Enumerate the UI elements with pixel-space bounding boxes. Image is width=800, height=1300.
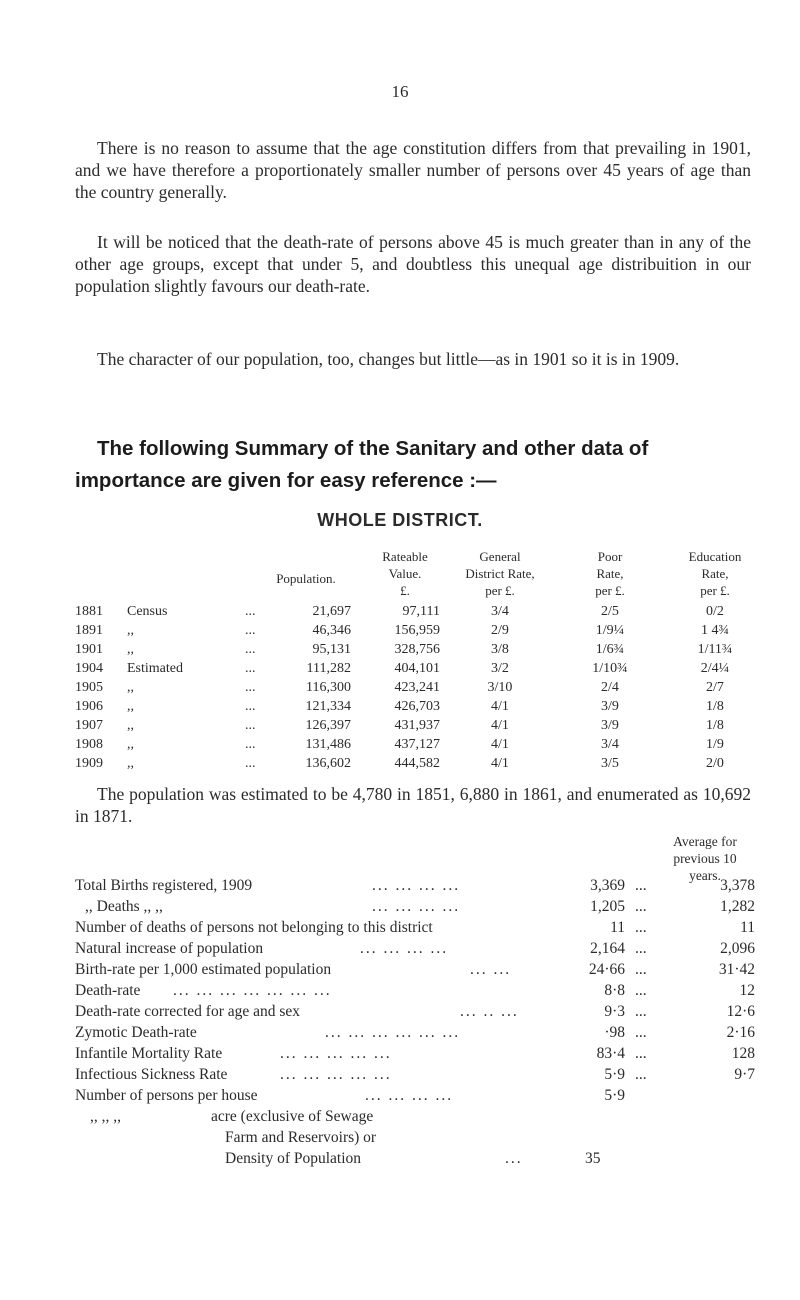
table-title: WHOLE DISTRICT. <box>317 510 483 530</box>
table-row: 1905 ,, ... 116,300 423,241 3/10 2/4 2/7 <box>75 680 724 695</box>
table-row: 1904 Estimated ... 111,282 404,101 3/2 1/10¾ 2/4¼ <box>75 661 730 676</box>
stat-row: Total Births registered, 1909 ... ... ... ... 3,369 ... 3,378 <box>75 877 755 894</box>
header-poor-rate: Poor Rate, per £. <box>595 549 625 598</box>
stat-row-acre-2: Farm and Reservoirs) or <box>225 1129 377 1146</box>
stat-row: ,, Deaths ,, ,, ... ... ... ... 1,205 ... 1,282 <box>85 898 755 915</box>
header-population: Population. <box>276 571 336 586</box>
stat-row: Death-rate corrected for age and sex ... .. ... 9·3 ... 12·6 <box>75 1003 755 1020</box>
summary-heading: The following Summary of the Sanitary and other data of importance are given for easy reference :— <box>75 437 649 492</box>
stat-row: Natural increase of population ... ... ... ... 2,164 ... 2,096 <box>75 940 755 957</box>
stat-row: Infantile Mortality Rate ... ... ... ... ... 83·4 ... 128 <box>75 1045 755 1062</box>
header-rateable-value: Rateable Value. £. <box>382 549 428 598</box>
table-row: 1881 Census ... 21,697 97,111 3/4 2/5 0/2 <box>75 604 724 619</box>
stat-row: Number of persons per house ... ... ... ... 5·9 <box>75 1087 625 1104</box>
table-row: 1906 ,, ... 121,334 426,703 4/1 3/9 1/8 <box>75 699 724 714</box>
stat-row: Zymotic Death-rate ... ... ... ... ... ... ·98 ... 2·16 <box>75 1024 755 1041</box>
table-row: 1909 ,, ... 136,602 444,582 4/1 3/5 2/0 <box>75 756 724 771</box>
stat-row-acre: ,, ,, ,, acre (exclusive of Sewage <box>90 1108 374 1125</box>
average-header: Average for previous 10 years. <box>673 834 737 883</box>
stat-row: Death-rate ... ... ... ... ... ... ... 8·8 ... 12 <box>75 982 755 999</box>
table-row: 1891 ,, ... 46,346 156,959 2/9 1/9¼ 1 4¾ <box>75 623 729 638</box>
paragraph-population-character: The character of our population, too, changes but little—as in 1901 so it is in 1909. <box>97 349 680 369</box>
page-number: 16 <box>391 82 409 101</box>
stat-row-acre-3: Density of Population ... 35 <box>225 1150 601 1167</box>
table-row: 1907 ,, ... 126,397 431,937 4/1 3/9 1/8 <box>75 718 724 733</box>
header-general-district-rate: General District Rate, per £. <box>465 549 535 598</box>
population-note: The population was estimated to be 4,780 in 1851, 6,880 in 1861, and enumerated as 10,692 in 1871. <box>75 784 751 826</box>
paragraph-age-constitution: There is no reason to assume that the age constitution differs from that prevailing in 1901, and we have therefore a proportionately smaller number of persons over 45 years of age than the country generally. <box>75 138 751 202</box>
stat-row: Infectious Sickness Rate ... ... ... ... ... 5·9 ... 9·7 <box>75 1066 755 1083</box>
header-education-rate: Education Rate, per £. <box>688 549 742 598</box>
paragraph-death-rate: It will be noticed that the death-rate of persons above 45 is much greater than in any of the other age groups, except that under 5, and doubtless this unequal age distribuition in our population slightly favours our death-rate. <box>75 232 751 296</box>
table-row: 1901 ,, ... 95,131 328,756 3/8 1/6¾ 1/11¾ <box>75 642 733 657</box>
table-row: 1908 ,, ... 131,486 437,127 4/1 3/4 1/9 <box>75 737 724 752</box>
stat-row: Number of deaths of persons not belonging to this district 11 ... 11 <box>75 919 755 936</box>
stat-row: Birth-rate per 1,000 estimated population ... ... 24·66 ... 31·42 <box>75 961 755 978</box>
